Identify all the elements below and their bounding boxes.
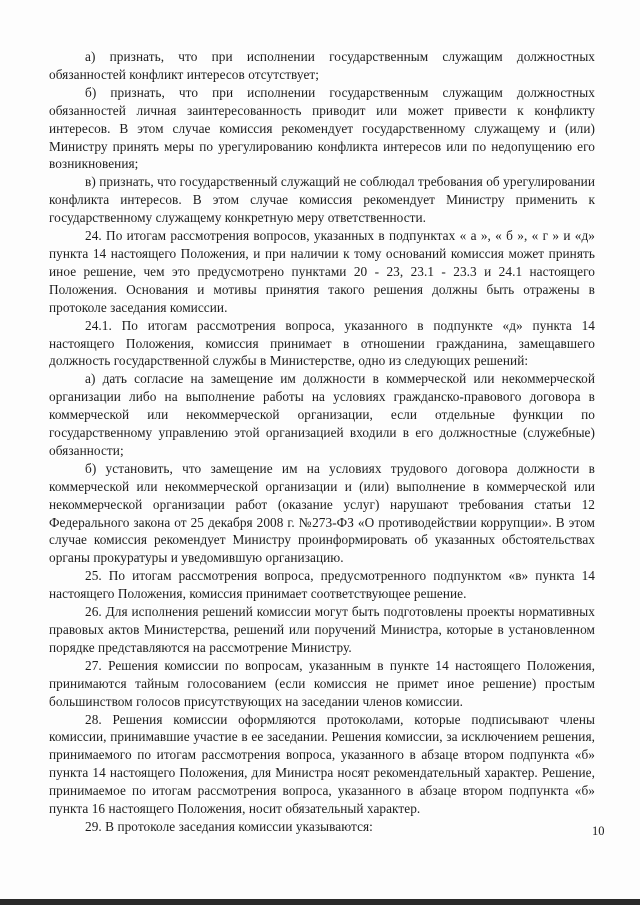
paragraph-item-b: б) признать, что при исполнении государственным служащим должностных обязанностей личная заинтересованность приводит или может привести к конфликту интересов. В этом случае комиссия рекомендует государственному служащему и (или) Министру принять меры по урегулированию конфликта интересов или по недопущению его возникновения; xyxy=(49,84,595,172)
paragraph-27: 27. Решения комиссии по вопросам, указанным в пункте 14 настоящего Положения, принимаются тайным голосованием (если комиссия не примет иное решение) простым большинством голосов присутствующих на заседании членов комиссии. xyxy=(49,657,595,709)
paragraph-29: 29. В протоколе заседания комиссии указываются: xyxy=(85,818,373,834)
paragraph-24-1-a: а) дать согласие на замещение им должности в коммерческой или некоммерческой организации либо на выполнение работы на условиях гражданско-правового договора в коммерческой или некоммерческой организации, если отдельные функции по государственному управлению этой организацией входили в его должностные (служебные) обязанности; xyxy=(49,371,595,458)
paragraph-24-1: 24.1. По итогам рассмотрения вопроса, указанного в подпункте «д» пункта 14 настоящего Положения, комиссия принимает в отношении гражданина, замещавшего должность государственной службы в Министерстве, одно из следующих решений: xyxy=(49,317,595,369)
paragraph-24-1-b: б) установить, что замещение им на условиях трудового договора должности в коммерческой или некоммерческой организации и (или) выполнение в коммерческой или некоммерческой организации работ (оказание услуг) нарушают требования статьи 12 Федерального закона от 25 декабря 2008 г. №273-ФЗ «О противодействии коррупции». В этом случае комиссия рекомендует Министру проинформировать об указанных обстоятельствах органы прокуратуры и уведомившую организацию. xyxy=(49,460,595,566)
paragraph-26: 26. Для исполнения решений комиссии могут быть подготовлены проекты нормативных правовых актов Министерства, решений или поручений Министра, которые в установленном порядке представляются на рассмотрение Министру. xyxy=(49,604,595,655)
page-number: 10 xyxy=(592,824,605,838)
paragraph-item-a: а) признать, что при исполнении государственным служащим должностных обязанностей конфликт интересов отсутствует; xyxy=(49,49,595,82)
paragraph-28: 28. Решения комиссии оформляются протоколами, которые подписывают члены комиссии, принимавшие участие в ее заседании. Решения комиссии, за исключением решения, принимаемого по итогам рассмотрения вопроса, указанного в абзаце втором подпункта «б» пункта 14 настоящего Положения, для Министра носят рекомендательный характер. Решение, принимаемое по итогам рассмотрения вопроса, указанного в абзаце втором подпункта «б» пункта 16 настоящего Положения, носит обязательный характер. xyxy=(49,711,595,817)
paragraph-24: 24. По итогам рассмотрения вопросов, указанных в подпунктах « а », « б », « г » и «д» пункта 14 настоящего Положения, и при наличии к тому оснований комиссия может принять иное решение, чем это предусмотрено пунктами 20 - 23, 23.1 - 23.3 и 24.1 настоящего Положения. Основания и мотивы принятия такого решения должны быть отражены в протоколе заседания комиссии. xyxy=(49,228,595,315)
scan-border xyxy=(0,899,640,905)
paragraph-25: 25. По итогам рассмотрения вопроса, предусмотренного подпунктом «в» пункта 14 настоящего Положения, комиссия принимает соответствующее решение. xyxy=(49,568,595,602)
document-body xyxy=(49,48,595,836)
paragraph-item-v: в) признать, что государственный служащий не соблюдал требования об урегулировании конфликта интересов. В этом случае комиссия рекомендует Министру применить к государственному служащему конкретную меру ответственности. xyxy=(49,174,595,226)
